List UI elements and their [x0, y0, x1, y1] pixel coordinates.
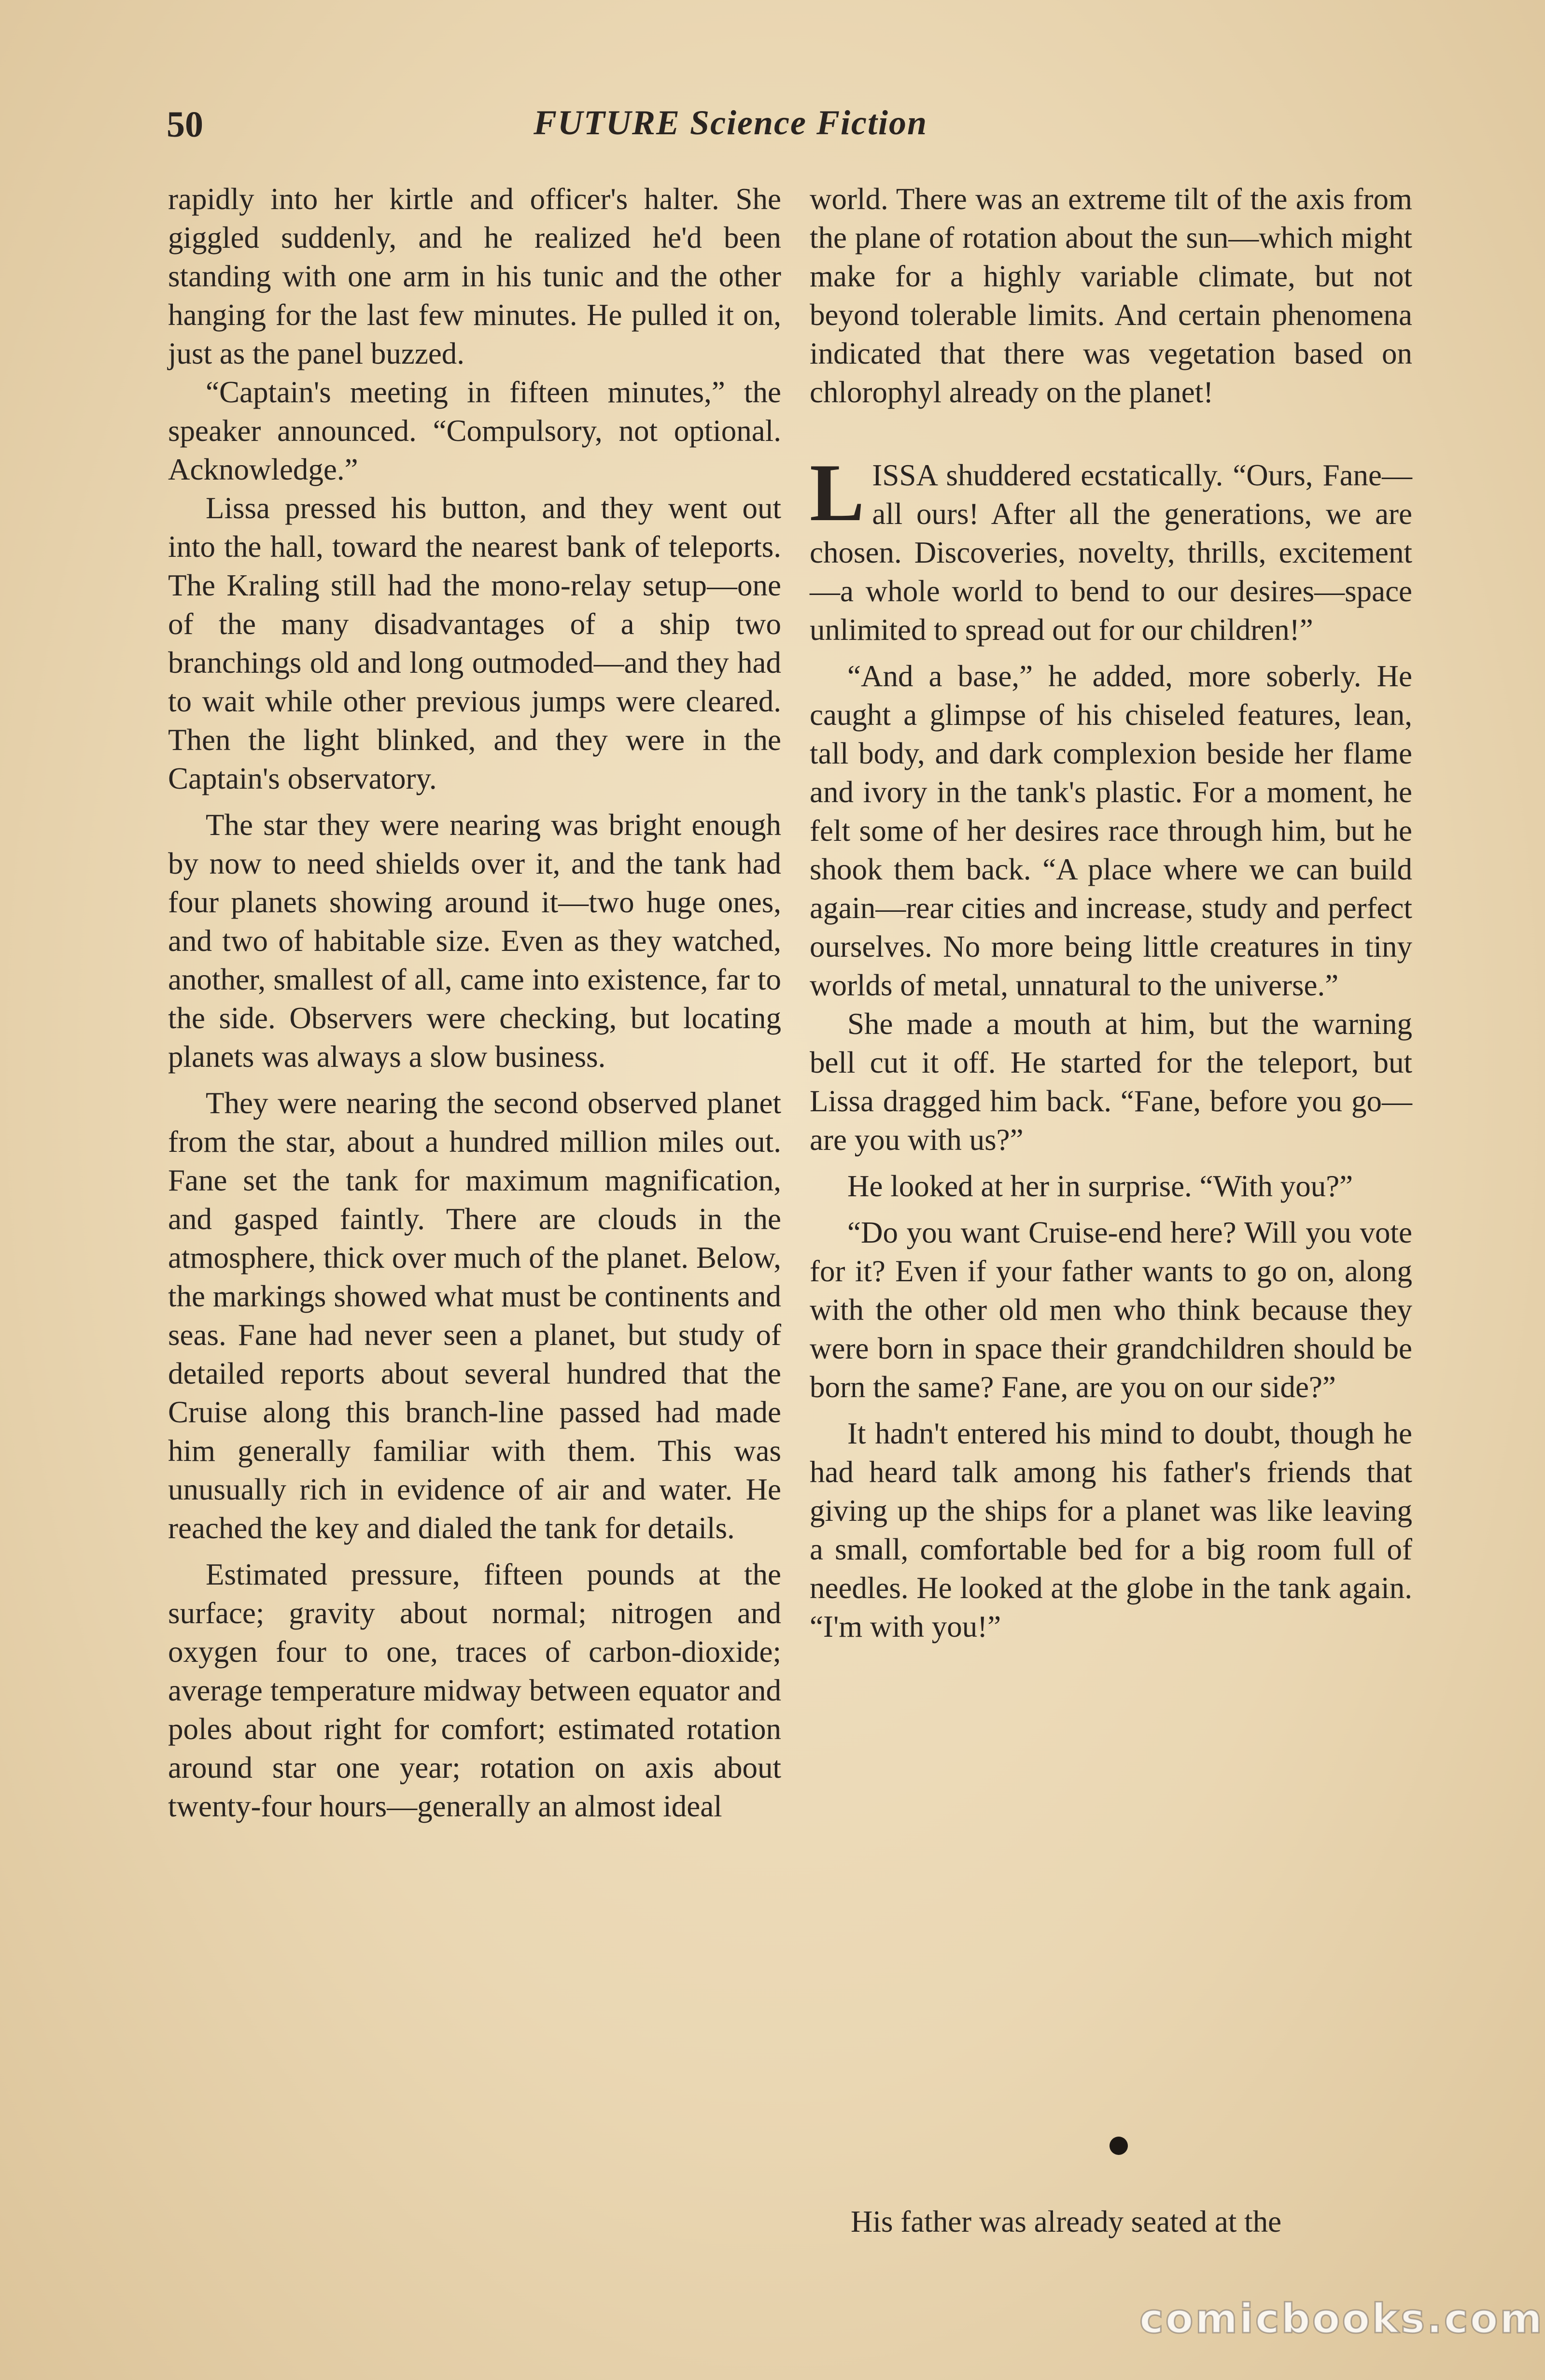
paragraph: rapidly into her kirtle and officer's halter. She giggled suddenly, and he realized he'd been standing with one arm in his tunic and the other hanging for the last few minutes. He pulled it on, just as the panel buzzed.: [168, 182, 781, 370]
section-break-dot: [1110, 2137, 1128, 2155]
paragraph-drop-cap: LISSA shuddered ecstatically. “Ours, Fane—all ours! After all the generations, we are chosen. Discoveries, novelty, thrills, excitement—a whole world to bend to our desires—space unlimited to spread out for our children!”: [810, 447, 1412, 647]
paragraph: The star they were nearing was bright enough by now to need shields over it, and the tank had four planets showing around it—two huge ones, and two of habitable size. Even as they watched, another, smallest of all, came into existence, far to the side. Observers were checking, but locating planets was always a slow business.: [168, 808, 781, 1074]
paragraph: They were nearing the second observed planet from the star, about a hundred million miles out. Fane set the tank for maximum magnification, and gasped faintly. There are clouds in the atmosphere, thick over much of the planet. Below, the markings showed what must be continents and seas. Fane had never seen a planet, but study of detailed reports about several hundred that the Cruise along this branch-line passed had made him generally familiar with them. This was unusually rich in evidence of air and water. He reached the key and dialed the tank for details.: [168, 1086, 781, 1545]
running-head: FUTURE Science Fiction: [534, 103, 927, 142]
paragraph: It hadn't entered his mind to doubt, though he had heard talk among his father's friends that giving up the ships for a planet was like leaving a small, comfortable bed for a big room full of needles. He looked at the globe in the tank again. “I'm with you!”: [810, 1417, 1412, 1643]
left-column: [168, 180, 781, 1826]
paragraph: Lissa pressed his button, and they went out into the hall, toward the nearest bank of teleports. The Kraling still had the mono-relay setup—one of the many disadvantages of a ship two branchings old and long outmoded—and they had to wait while other previous jumps were cleared. Then the light blinked, and they were in the Captain's observatory.: [168, 491, 781, 795]
page-number: 50: [167, 104, 203, 145]
continuation-line: His father was already seated at the: [851, 2205, 1282, 2238]
paragraph: He looked at her in surprise. “With you?”: [847, 1169, 1353, 1203]
paragraph: She made a mouth at him, but the warning bell cut it off. He started for the teleport, but Lissa dragged him back. “Fane, before you go—are you with us?”: [810, 1007, 1412, 1157]
paragraph: Estimated pressure, fifteen pounds at the surface; gravity about normal; nitrogen and oxygen four to one, traces of carbon-dioxide; average temperature midway between equator and poles about right for comfort; estimated rotation around star one year; rotation on axis about twenty-four hours—generally an almost ideal: [168, 1558, 781, 1823]
paragraph: world. There was an extreme tilt of the axis from the plane of rotation about the sun—which might make for a highly variable climate, but not beyond tolerable limits. And certain phenomena indicated that there was vegetation based on chlorophyl already on the planet!: [810, 182, 1412, 409]
paragraph: “Captain's meeting in fifteen minutes,” the speaker announced. “Compulsory, not optional. Acknowledge.”: [168, 375, 781, 486]
page-header: [167, 99, 1292, 152]
watermark: comicbooks.com: [1139, 2295, 1544, 2342]
right-column: [810, 180, 1412, 1646]
paragraph: “And a base,” he added, more soberly. He caught a glimpse of his chiseled features, lean, tall body, and dark complexion beside her flame and ivory in the tank's plastic. For a moment, he felt some of her desires race through him, but he shook them back. “A place where we can build again—rear cities and increase, study and perfect ourselves. No more being little creatures in tiny worlds of metal, unnatural to the universe.”: [810, 659, 1412, 1002]
paragraph: “Do you want Cruise-end here? Will you vote for it? Even if your father wants to go on, along with the other old men who think because they were born in space their grandchildren should be born the same? Fane, are you on our side?”: [810, 1216, 1412, 1404]
